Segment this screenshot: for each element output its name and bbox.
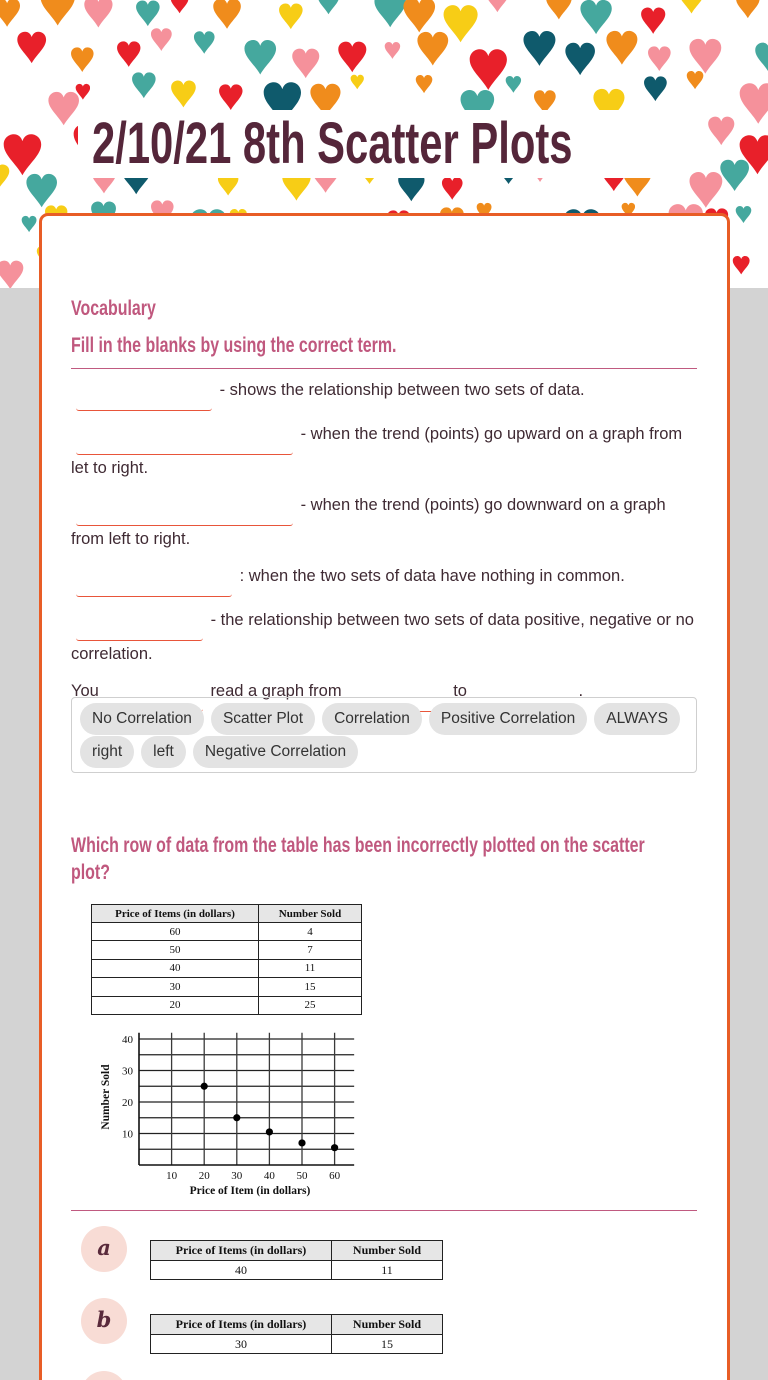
table-cell: 50 — [92, 941, 259, 959]
blank-input[interactable] — [76, 619, 203, 641]
table-cell: 20 — [92, 996, 259, 1014]
blank-input[interactable] — [76, 389, 212, 411]
heart-icon — [337, 40, 368, 74]
table-cell: 7 — [259, 941, 362, 959]
heart-icon — [732, 255, 750, 275]
heart-icon — [415, 74, 433, 94]
vocab-definition: - when the trend (points) go upward on a graph from let to right. — [71, 425, 683, 477]
y-tick-label: 10 — [122, 1128, 133, 1141]
heart-icon — [735, 0, 761, 19]
table-row — [92, 978, 362, 996]
heart-icon — [170, 0, 189, 14]
heart-icon — [170, 79, 197, 109]
table-header-row — [92, 905, 362, 923]
instruction-heading: Fill in the blanks by using the correct term. — [71, 334, 397, 357]
word-chip[interactable]: ALWAYS — [594, 703, 680, 735]
vocabulary-heading: Vocabulary — [71, 297, 156, 320]
sentence-text: read a graph from — [210, 682, 342, 700]
heart-icon — [643, 75, 668, 103]
heart-icon — [0, 0, 21, 29]
heart-icon — [647, 45, 672, 72]
x-tick-label: 50 — [296, 1170, 308, 1182]
x-tick-label: 60 — [329, 1170, 341, 1182]
word-chip[interactable]: No Correlation — [80, 703, 204, 735]
table-row — [92, 941, 362, 959]
vocab-item — [71, 607, 701, 668]
heart-icon — [719, 158, 750, 193]
table-cell: 11 — [332, 1261, 443, 1280]
heart-icon — [754, 41, 768, 74]
word-chip[interactable]: right — [80, 736, 134, 768]
vocabulary-items — [71, 377, 701, 722]
table-cell: 11 — [259, 959, 362, 977]
word-bank — [71, 697, 697, 773]
heart-icon — [39, 0, 76, 27]
sentence-text: to — [453, 682, 467, 700]
table-header-row — [151, 1241, 443, 1261]
table-row — [151, 1261, 443, 1280]
heart-icon — [16, 30, 47, 65]
table-row — [92, 923, 362, 941]
word-chip[interactable]: left — [141, 736, 186, 768]
divider — [71, 368, 697, 369]
table-cell: 30 — [92, 978, 259, 996]
heart-icon — [70, 46, 95, 73]
column-header: Number Sold — [332, 1241, 443, 1261]
heart-icon — [640, 6, 666, 35]
heart-icon — [135, 0, 161, 28]
word-chip[interactable]: Positive Correlation — [429, 703, 587, 735]
y-tick-label: 20 — [122, 1097, 133, 1109]
heart-icon — [291, 47, 321, 80]
x-tick-label: 30 — [231, 1170, 243, 1182]
blank-input[interactable] — [76, 504, 293, 526]
table-row — [92, 959, 362, 977]
table-cell: 25 — [259, 996, 362, 1014]
heart-icon — [317, 0, 340, 15]
sentence-text: . — [578, 682, 584, 700]
word-chip[interactable]: Scatter Plot — [211, 703, 315, 735]
heart-icon — [485, 0, 510, 13]
heart-icon — [522, 29, 557, 68]
heart-icon — [735, 205, 752, 224]
heart-icon — [545, 0, 573, 21]
vocab-item — [71, 377, 701, 411]
heart-icon — [0, 259, 24, 288]
option-a-button[interactable]: a — [81, 1226, 127, 1272]
heart-icon — [75, 83, 91, 101]
heart-icon — [21, 215, 37, 233]
vocab-definition: : when the two sets of data have nothing in common. — [239, 567, 625, 585]
table-cell: 15 — [332, 1335, 443, 1354]
blank-input[interactable] — [76, 575, 232, 597]
scatter-plot — [90, 1025, 370, 1205]
heart-icon — [131, 71, 157, 100]
question-prompt: Which row of data from the table has been incorrectly plotted on the scatter plot? — [71, 834, 645, 884]
table-cell: 30 — [151, 1335, 332, 1354]
data-point — [331, 1144, 338, 1151]
heart-icon — [384, 41, 401, 60]
table-cell: 15 — [259, 978, 362, 996]
data-point — [201, 1083, 208, 1090]
heart-icon — [678, 0, 705, 15]
column-header: Price of Items (in dollars) — [92, 905, 259, 923]
vocab-item — [71, 421, 701, 482]
table-cell: 4 — [259, 923, 362, 941]
heart-icon — [505, 75, 522, 94]
heart-icon — [605, 29, 639, 67]
blank-input[interactable] — [76, 433, 293, 455]
option-b-button[interactable]: b — [81, 1298, 127, 1344]
data-point — [298, 1139, 305, 1146]
vocab-definition: - shows the relationship between two sets of data. — [219, 381, 585, 399]
heart-icon — [150, 27, 173, 52]
vocab-definition: - the relationship between two sets of data positive, negative or no correlation. — [71, 611, 694, 663]
word-chip[interactable]: Correlation — [322, 703, 422, 735]
heart-icon — [83, 0, 114, 29]
y-tick-label: 40 — [122, 1034, 133, 1046]
table-cell: 40 — [92, 959, 259, 977]
heart-icon — [686, 70, 704, 90]
vocab-item — [71, 492, 701, 553]
word-chip[interactable]: Negative Correlation — [193, 736, 358, 768]
column-header: Number Sold — [332, 1315, 443, 1335]
heart-icon — [212, 0, 242, 31]
heart-icon — [243, 38, 278, 76]
x-tick-label: 10 — [166, 1170, 178, 1182]
option-b-table — [150, 1314, 443, 1354]
option-a-table — [150, 1240, 443, 1280]
page-title: 2/10/21 8th Scatter Plots — [92, 111, 573, 176]
vocab-item — [71, 563, 701, 597]
y-axis-label: Number Sold — [100, 1064, 112, 1130]
x-tick-label: 20 — [198, 1170, 210, 1182]
heart-icon — [193, 30, 216, 55]
data-point — [266, 1128, 273, 1135]
vocab-definition: - when the trend (points) go downward on a graph from left to right. — [71, 496, 666, 548]
table-cell: 40 — [151, 1261, 332, 1280]
x-tick-label: 40 — [263, 1170, 275, 1182]
heart-icon — [116, 40, 142, 68]
column-header: Price of Items (in dollars) — [151, 1315, 332, 1335]
divider — [71, 1210, 697, 1211]
heart-icon — [707, 115, 736, 147]
heart-icon — [564, 41, 596, 77]
data-point — [233, 1114, 240, 1121]
data-table — [91, 904, 362, 1015]
table-header-row — [151, 1315, 443, 1335]
column-header: Number Sold — [259, 905, 362, 923]
heart-icon — [416, 30, 450, 67]
heart-icon — [738, 81, 768, 126]
column-header: Price of Items (in dollars) — [151, 1241, 332, 1261]
sentence-text: You — [71, 682, 99, 700]
y-tick-label: 30 — [122, 1065, 133, 1078]
heart-icon — [278, 2, 304, 31]
heart-icon — [350, 74, 365, 90]
table-row — [151, 1335, 443, 1354]
heart-icon — [0, 163, 11, 192]
x-axis-label: Price of Item (in dollars) — [189, 1185, 311, 1197]
table-cell: 60 — [92, 923, 259, 941]
heart-icon — [468, 47, 509, 92]
table-row — [92, 996, 362, 1014]
